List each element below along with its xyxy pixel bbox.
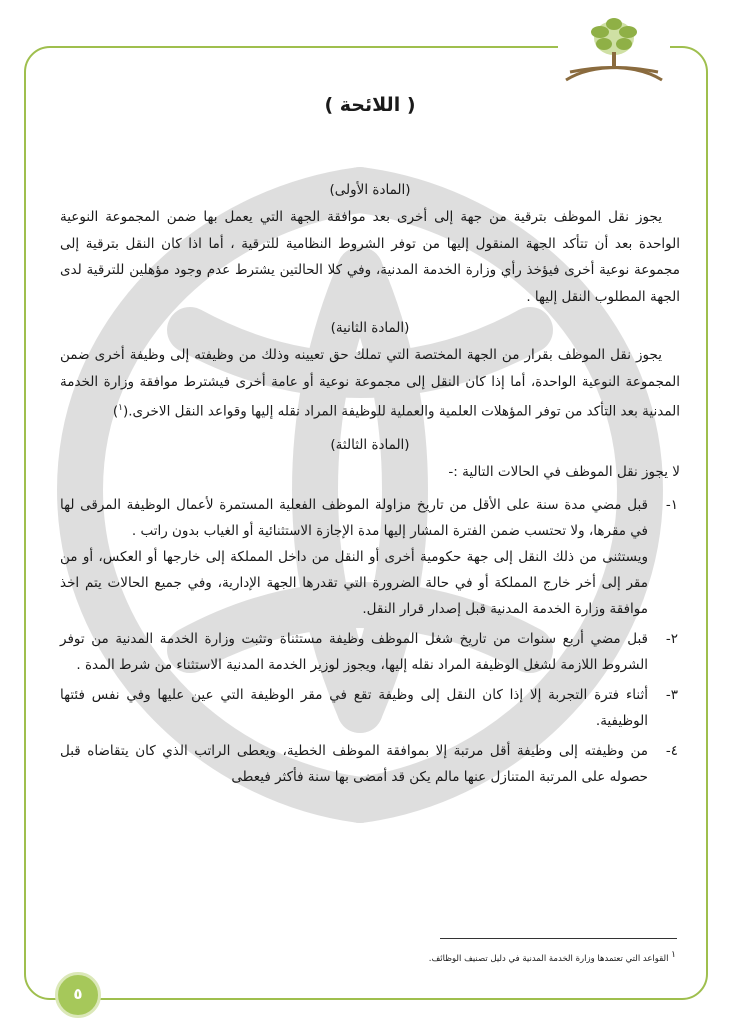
item-text: قبل مضي أربع سنوات من تاريخ شغل الموظف وظيفة مستثناة وتثبت وزارة الخدمة المدنية من توفر الشروط اللازمة لشغل الوظيفة المراد نقله إليها، ويجوز لوزير الخدمة المدنية الاستثناء من شرط المدة . — [60, 630, 648, 673]
article-2-close: ) — [112, 403, 119, 420]
article-2-body: يجوز نقل الموظف بقرار من الجهة المختصة التي تملك حق تعيينه وذلك من وظيفته إلى وظيفة أخرى ضمن المجموعة النوعية الواحدة، أما إذا كان النقل إلى مجموعة نوعية أو عامة أخرى فيشترط موافقة وزارة الخدمة المدنية بعد التأكد من توفر المؤهلات العلمية والعملية للوظيفة المراد نقله إليها وقواعد النقل الاخرى.( — [60, 347, 680, 420]
item-text: أثناء فترة التجربة إلا إذا كان النقل إلى وظيفة تقع في مقر الوظيفة التي عين عليها وفي نفس فئتها الوظيفية. — [60, 686, 648, 729]
item-number: ٤- — [665, 742, 678, 759]
page-number-badge: ٥ — [55, 972, 101, 1018]
article-1-heading: (المادة الأولى) — [329, 182, 411, 198]
footnote-text: القواعد التي تعتمدها وزارة الخدمة المدنية في دليل تصنيف الوظائف. — [428, 953, 669, 964]
item-number: ١- — [665, 496, 678, 513]
list-item — [60, 738, 680, 790]
article-3-list — [60, 492, 680, 790]
article-3-intro: لا يجوز نقل الموظف في الحالات التالية :- — [448, 464, 680, 480]
article-2-heading: (المادة الثانية) — [330, 320, 410, 336]
item-text: قبل مضي مدة سنة على الأقل من تاريخ مزاولة الموظف الفعلية المستمرة لأعمال الوظيفة المرقى لها في مقرها، ولا تحتسب ضمن الفترة المشار إليها مدة الإجازة الاستثنائية أو الغياب بدون راتب . — [60, 496, 648, 539]
item-subtext: ويستثنى من ذلك النقل إلى جهة حكومية أخرى أو النقل من داخل المملكة إلى خارجها أو العكس، أو من مقر إلى أخر خارج المملكة أو في حالة الضرورة التي تقدرها الجهة الإدارية، وفي جميع الحالات يتم اخذ موافقة وزارة الخدمة المدنية قبل إصدار قرار النقل. — [60, 548, 648, 617]
list-item — [60, 682, 680, 734]
page-title: ( اللائحة ) — [324, 94, 416, 116]
document-body — [60, 94, 680, 790]
article-1-text: يجوز نقل الموظف بترقية من جهة إلى أخرى بعد موافقة الجهة التي يعمل بها ضمن المجموعة النوعية الواحدة بعد أن تتأكد الجهة المنقول إليها من توفر الشروط النظامية للترقية ، أما اذا كان النقل بترقية إلى مجموعة نوعية أخرى فيؤخذ رأي وزارة الخدمة المدنية، وفي كلا الحالتين يشترط عدم وجود مؤهلين للترقية لدى الجهة المطلوب النقل إليها . — [60, 209, 680, 305]
item-number: ٣- — [665, 686, 678, 703]
palm-swords-emblem-icon — [558, 10, 670, 90]
article-3-heading: (المادة الثالثة) — [330, 437, 410, 453]
article-2-text — [60, 342, 680, 425]
list-item — [60, 626, 680, 678]
list-item — [60, 492, 680, 622]
footnote — [429, 950, 676, 964]
item-text: من وظيفته إلى وظيفة أقل مرتبة إلا بموافقة الموظف الخطية، ويعطى الراتب الذي كان يتقاضاه قبل حصوله على المرتبة المتنازل عنها مالم يكن قد أمضى بها سنة فأكثر فيعطى — [60, 742, 648, 785]
footnote-divider — [440, 938, 677, 939]
footnote-ref[interactable]: ١ — [118, 403, 123, 413]
footnote-number: ١ — [671, 950, 676, 960]
item-number: ٢- — [665, 630, 678, 647]
